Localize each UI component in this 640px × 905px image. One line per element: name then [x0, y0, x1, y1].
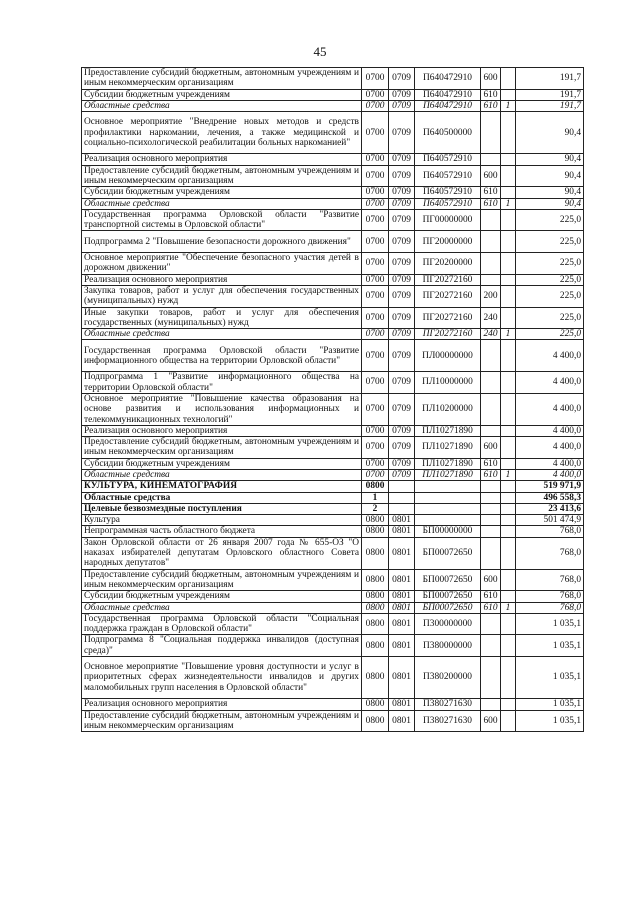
- table-row: [82, 425, 584, 436]
- table-row: [82, 613, 584, 635]
- section-code: 0800: [362, 602, 389, 613]
- expense-type-code: [481, 699, 501, 710]
- funding-source-code: [501, 537, 516, 569]
- target-article-code: ПЛ10200000: [415, 393, 481, 425]
- funding-source-code: [501, 165, 516, 187]
- subsection-code: 0801: [389, 526, 415, 537]
- table-row: [82, 100, 584, 111]
- section-code: 2: [362, 503, 389, 514]
- amount: 191,7: [516, 68, 584, 90]
- table-row: [82, 657, 584, 699]
- row-name: Подпрограмма 8 "Социальная поддержка инвалидов (доступная среда)": [82, 635, 362, 657]
- subsection-code: [389, 492, 415, 503]
- target-article-code: ПЛ10271890: [415, 437, 481, 459]
- amount: 90,4: [516, 165, 584, 187]
- amount: 90,4: [516, 154, 584, 165]
- table-row: [82, 89, 584, 100]
- section-code: 0700: [362, 469, 389, 480]
- subsection-code: 0801: [389, 635, 415, 657]
- funding-source-code: [501, 458, 516, 469]
- expense-type-code: 240: [481, 329, 501, 340]
- amount: 4 400,0: [516, 393, 584, 425]
- amount: 768,0: [516, 526, 584, 537]
- funding-source-code: [501, 112, 516, 154]
- expense-type-code: [481, 340, 501, 372]
- subsection-code: 0709: [389, 112, 415, 154]
- expense-type-code: [481, 154, 501, 165]
- section-code: 0700: [362, 425, 389, 436]
- amount: 4 400,0: [516, 340, 584, 372]
- funding-source-code: 1: [501, 198, 516, 209]
- table-row: [82, 285, 584, 307]
- funding-source-code: [501, 425, 516, 436]
- subsection-code: 0801: [389, 657, 415, 699]
- table-row: [82, 699, 584, 710]
- row-name: Основное мероприятие "Внедрение новых методов и средств профилактики наркомании, лечения, а также медицинской и социально-психологической реабилитации больных наркоманией": [82, 112, 362, 154]
- section-code: 0800: [362, 526, 389, 537]
- section-code: 0800: [362, 537, 389, 569]
- row-name: Государственная программа Орловской области "Социальная поддержка граждан в Орловской области": [82, 613, 362, 635]
- target-article-code: [415, 481, 481, 492]
- row-name: Субсидии бюджетным учреждениям: [82, 89, 362, 100]
- table-row: [82, 526, 584, 537]
- expense-type-code: [481, 209, 501, 231]
- target-article-code: П640472910: [415, 68, 481, 90]
- amount: 23 413,6: [516, 503, 584, 514]
- target-article-code: П380271630: [415, 710, 481, 732]
- amount: 1 035,1: [516, 710, 584, 732]
- expense-type-code: [481, 526, 501, 537]
- target-article-code: БП00000000: [415, 526, 481, 537]
- amount: 90,4: [516, 187, 584, 198]
- row-name: Реализация основного мероприятия: [82, 274, 362, 285]
- subsection-code: 0801: [389, 537, 415, 569]
- expense-type-code: [481, 112, 501, 154]
- row-name: Целевые безвозмездные поступления: [82, 503, 362, 514]
- amount: 4 400,0: [516, 469, 584, 480]
- funding-source-code: [501, 526, 516, 537]
- row-name: Областные средства: [82, 492, 362, 503]
- table-row: [82, 492, 584, 503]
- target-article-code: П300000000: [415, 613, 481, 635]
- row-name: Областные средства: [82, 329, 362, 340]
- amount: 768,0: [516, 602, 584, 613]
- row-name: Предоставление субсидий бюджетным, автономным учреждениям и иным некоммерческим организациям: [82, 165, 362, 187]
- target-article-code: ПЛ00000000: [415, 340, 481, 372]
- funding-source-code: [501, 515, 516, 526]
- table-row: [82, 231, 584, 253]
- table-row: [82, 437, 584, 459]
- target-article-code: ПЛ10271890: [415, 469, 481, 480]
- section-code: 0700: [362, 458, 389, 469]
- amount: 225,0: [516, 209, 584, 231]
- funding-source-code: [501, 372, 516, 394]
- table-row: [82, 602, 584, 613]
- target-article-code: П640500000: [415, 112, 481, 154]
- funding-source-code: [501, 154, 516, 165]
- table-row: [82, 569, 584, 591]
- funding-source-code: [501, 437, 516, 459]
- target-article-code: ПЛ10000000: [415, 372, 481, 394]
- table-row: [82, 503, 584, 514]
- funding-source-code: 1: [501, 469, 516, 480]
- row-name: Субсидии бюджетным учреждениям: [82, 458, 362, 469]
- target-article-code: ПГ20272160: [415, 329, 481, 340]
- table-row: [82, 469, 584, 480]
- row-name: Реализация основного мероприятия: [82, 154, 362, 165]
- target-article-code: ПГ20272160: [415, 285, 481, 307]
- target-article-code: ПЛ10271890: [415, 425, 481, 436]
- table-row: [82, 591, 584, 602]
- amount: 225,0: [516, 285, 584, 307]
- section-code: 0700: [362, 198, 389, 209]
- table-row: [82, 187, 584, 198]
- funding-source-code: [501, 699, 516, 710]
- amount: 225,0: [516, 253, 584, 275]
- expense-type-code: 610: [481, 602, 501, 613]
- amount: 225,0: [516, 274, 584, 285]
- target-article-code: ПГ20200000: [415, 253, 481, 275]
- row-name: Областные средства: [82, 602, 362, 613]
- subsection-code: 0709: [389, 89, 415, 100]
- subsection-code: 0709: [389, 100, 415, 111]
- section-code: 0700: [362, 329, 389, 340]
- target-article-code: ПГ00000000: [415, 209, 481, 231]
- row-name: Непрограммная часть областного бюджета: [82, 526, 362, 537]
- subsection-code: 0709: [389, 68, 415, 90]
- expense-type-code: [481, 231, 501, 253]
- subsection-code: 0801: [389, 710, 415, 732]
- target-article-code: П640572910: [415, 154, 481, 165]
- section-code: 0700: [362, 372, 389, 394]
- row-name: Основное мероприятие "Повышение качества образования на основе развития и использования информационных и телекоммуникационных технологий": [82, 393, 362, 425]
- section-code: 0700: [362, 209, 389, 231]
- row-name: Закупка товаров, работ и услуг для обеспечения государственных (муниципальных) нужд: [82, 285, 362, 307]
- expense-type-code: 610: [481, 100, 501, 111]
- amount: 768,0: [516, 591, 584, 602]
- amount: 90,4: [516, 112, 584, 154]
- subsection-code: [389, 503, 415, 514]
- target-article-code: [415, 492, 481, 503]
- section-code: 0700: [362, 393, 389, 425]
- amount: 519 971,9: [516, 481, 584, 492]
- funding-source-code: [501, 231, 516, 253]
- table-row: [82, 198, 584, 209]
- funding-source-code: [501, 613, 516, 635]
- amount: 768,0: [516, 569, 584, 591]
- row-name: Субсидии бюджетным учреждениям: [82, 591, 362, 602]
- row-name: Культура: [82, 515, 362, 526]
- funding-source-code: 1: [501, 602, 516, 613]
- target-article-code: ПГ20000000: [415, 231, 481, 253]
- table-row: [82, 393, 584, 425]
- row-name: Субсидии бюджетным учреждениям: [82, 187, 362, 198]
- expense-type-code: [481, 537, 501, 569]
- funding-source-code: [501, 591, 516, 602]
- expense-type-code: [481, 481, 501, 492]
- subsection-code: 0709: [389, 154, 415, 165]
- subsection-code: 0709: [389, 458, 415, 469]
- section-code: 0700: [362, 285, 389, 307]
- expense-type-code: 600: [481, 569, 501, 591]
- target-article-code: ПГ20272160: [415, 307, 481, 329]
- target-article-code: П640572910: [415, 187, 481, 198]
- section-code: 0700: [362, 187, 389, 198]
- subsection-code: 0709: [389, 307, 415, 329]
- row-name: Государственная программа Орловской области "Развитие транспортной системы в Орловской области": [82, 209, 362, 231]
- amount: 225,0: [516, 307, 584, 329]
- section-code: 0700: [362, 340, 389, 372]
- target-article-code: БП00072650: [415, 537, 481, 569]
- funding-source-code: 1: [501, 329, 516, 340]
- row-name: Предоставление субсидий бюджетным, автономным учреждениям и иным некоммерческим организациям: [82, 437, 362, 459]
- row-name: Закон Орловской области от 26 января 2007 года № 655-ОЗ "О наказах избирателей депутатам Орловского областного Совета народных депутатов": [82, 537, 362, 569]
- subsection-code: 0801: [389, 613, 415, 635]
- row-name: Областные средства: [82, 100, 362, 111]
- row-name: Основное мероприятие "Повышение уровня доступности и услуг в приоритетных сферах жизнедеятельности инвалидов и других маломобильных групп населения в Орловской области": [82, 657, 362, 699]
- expense-type-code: [481, 515, 501, 526]
- page-number: 45: [313, 44, 327, 59]
- section-code: 0800: [362, 613, 389, 635]
- expense-type-code: 240: [481, 307, 501, 329]
- expense-type-code: [481, 372, 501, 394]
- amount: 90,4: [516, 198, 584, 209]
- table-row: [82, 209, 584, 231]
- row-name: Областные средства: [82, 198, 362, 209]
- amount: 1 035,1: [516, 613, 584, 635]
- funding-source-code: [501, 68, 516, 90]
- funding-source-code: [501, 503, 516, 514]
- funding-source-code: [501, 274, 516, 285]
- amount: 768,0: [516, 537, 584, 569]
- section-code: 0700: [362, 437, 389, 459]
- expense-type-code: 610: [481, 469, 501, 480]
- row-name: Предоставление субсидий бюджетным, автономным учреждениям и иным некоммерческим организациям: [82, 68, 362, 90]
- expense-type-code: [481, 274, 501, 285]
- section-code: 0700: [362, 307, 389, 329]
- section-code: 1: [362, 492, 389, 503]
- expense-type-code: 610: [481, 591, 501, 602]
- amount: 496 558,3: [516, 492, 584, 503]
- section-code: 0800: [362, 515, 389, 526]
- row-name: Основное мероприятие "Обеспечение безопасного участия детей в дорожном движении": [82, 253, 362, 275]
- subsection-code: 0709: [389, 165, 415, 187]
- subsection-code: 0709: [389, 425, 415, 436]
- target-article-code: БП00072650: [415, 591, 481, 602]
- expense-type-code: [481, 657, 501, 699]
- amount: 4 400,0: [516, 372, 584, 394]
- subsection-code: 0801: [389, 569, 415, 591]
- expense-type-code: [481, 393, 501, 425]
- target-article-code: [415, 515, 481, 526]
- expense-type-code: [481, 613, 501, 635]
- row-name: Реализация основного мероприятия: [82, 699, 362, 710]
- table-row: [82, 165, 584, 187]
- table-row: [82, 635, 584, 657]
- table-row: [82, 307, 584, 329]
- funding-source-code: [501, 209, 516, 231]
- section-code: 0700: [362, 68, 389, 90]
- section-code: 0700: [362, 274, 389, 285]
- table-row: [82, 537, 584, 569]
- section-code: 0800: [362, 635, 389, 657]
- expense-type-code: 610: [481, 187, 501, 198]
- subsection-code: 0709: [389, 274, 415, 285]
- subsection-code: 0709: [389, 329, 415, 340]
- target-article-code: П380200000: [415, 657, 481, 699]
- funding-source-code: [501, 285, 516, 307]
- expense-type-code: 610: [481, 89, 501, 100]
- amount: 1 035,1: [516, 699, 584, 710]
- funding-source-code: [501, 253, 516, 275]
- subsection-code: 0801: [389, 591, 415, 602]
- table-row: [82, 274, 584, 285]
- expense-type-code: [481, 503, 501, 514]
- subsection-code: 0801: [389, 602, 415, 613]
- table-row: [82, 372, 584, 394]
- target-article-code: [415, 503, 481, 514]
- section-code: 0700: [362, 154, 389, 165]
- funding-source-code: [501, 710, 516, 732]
- target-article-code: П640472910: [415, 89, 481, 100]
- section-code: 0800: [362, 710, 389, 732]
- table-row: [82, 458, 584, 469]
- target-article-code: П640472910: [415, 100, 481, 111]
- subsection-code: 0709: [389, 253, 415, 275]
- expense-type-code: [481, 635, 501, 657]
- section-code: 0700: [362, 100, 389, 111]
- table-row: [82, 710, 584, 732]
- amount: 191,7: [516, 89, 584, 100]
- amount: 501 474,9: [516, 515, 584, 526]
- row-name: Областные средства: [82, 469, 362, 480]
- amount: 225,0: [516, 231, 584, 253]
- funding-source-code: [501, 340, 516, 372]
- row-name: КУЛЬТУРА, КИНЕМАТОГРАФИЯ: [82, 481, 362, 492]
- amount: 4 400,0: [516, 425, 584, 436]
- funding-source-code: [501, 393, 516, 425]
- funding-source-code: [501, 657, 516, 699]
- table-row: [82, 340, 584, 372]
- amount: 1 035,1: [516, 635, 584, 657]
- subsection-code: 0709: [389, 372, 415, 394]
- section-code: 0700: [362, 165, 389, 187]
- expense-type-code: [481, 425, 501, 436]
- target-article-code: П640572910: [415, 198, 481, 209]
- expense-type-code: 610: [481, 458, 501, 469]
- subsection-code: 0709: [389, 198, 415, 209]
- target-article-code: ПГ20272160: [415, 274, 481, 285]
- target-article-code: П640572910: [415, 165, 481, 187]
- section-code: 0800: [362, 657, 389, 699]
- budget-table: [81, 67, 584, 732]
- row-name: Государственная программа Орловской области "Развитие информационного общества на территории Орловской области": [82, 340, 362, 372]
- target-article-code: П380271630: [415, 699, 481, 710]
- table-row: [82, 329, 584, 340]
- section-code: 0700: [362, 89, 389, 100]
- section-code: 0700: [362, 231, 389, 253]
- subsection-code: 0709: [389, 285, 415, 307]
- section-code: 0800: [362, 699, 389, 710]
- funding-source-code: [501, 187, 516, 198]
- budget-table-body: [82, 68, 584, 732]
- table-row: [82, 154, 584, 165]
- target-article-code: БП00072650: [415, 569, 481, 591]
- table-row: [82, 481, 584, 492]
- amount: 225,0: [516, 329, 584, 340]
- expense-type-code: 600: [481, 710, 501, 732]
- row-name: Реализация основного мероприятия: [82, 425, 362, 436]
- row-name: Предоставление субсидий бюджетным, автономным учреждениям и иным некоммерческим организациям: [82, 569, 362, 591]
- funding-source-code: [501, 635, 516, 657]
- expense-type-code: 600: [481, 437, 501, 459]
- amount: 191,7: [516, 100, 584, 111]
- table-row: [82, 112, 584, 154]
- table-row: [82, 68, 584, 90]
- amount: 4 400,0: [516, 458, 584, 469]
- expense-type-code: 610: [481, 198, 501, 209]
- subsection-code: [389, 481, 415, 492]
- section-code: 0700: [362, 253, 389, 275]
- expense-type-code: [481, 253, 501, 275]
- subsection-code: 0709: [389, 231, 415, 253]
- section-code: 0800: [362, 569, 389, 591]
- funding-source-code: [501, 492, 516, 503]
- subsection-code: 0709: [389, 340, 415, 372]
- funding-source-code: [501, 481, 516, 492]
- section-code: 0800: [362, 591, 389, 602]
- section-code: 0800: [362, 481, 389, 492]
- section-code: 0700: [362, 112, 389, 154]
- target-article-code: П380000000: [415, 635, 481, 657]
- row-name: Иные закупки товаров, работ и услуг для обеспечения государственных (муниципальных) нужд: [82, 307, 362, 329]
- funding-source-code: 1: [501, 100, 516, 111]
- row-name: Подпрограмма 1 "Развитие информационного общества на территории Орловской области": [82, 372, 362, 394]
- funding-source-code: [501, 307, 516, 329]
- subsection-code: 0709: [389, 437, 415, 459]
- subsection-code: 0801: [389, 515, 415, 526]
- target-article-code: БП00072650: [415, 602, 481, 613]
- subsection-code: 0709: [389, 469, 415, 480]
- expense-type-code: 200: [481, 285, 501, 307]
- expense-type-code: 600: [481, 68, 501, 90]
- subsection-code: 0801: [389, 699, 415, 710]
- subsection-code: 0709: [389, 393, 415, 425]
- amount: 4 400,0: [516, 437, 584, 459]
- table-row: [82, 515, 584, 526]
- subsection-code: 0709: [389, 187, 415, 198]
- expense-type-code: 600: [481, 165, 501, 187]
- amount: 1 035,1: [516, 657, 584, 699]
- subsection-code: 0709: [389, 209, 415, 231]
- row-name: Предоставление субсидий бюджетным, автономным учреждениям и иным некоммерческим организациям: [82, 710, 362, 732]
- row-name: Подпрограмма 2 "Повышение безопасности дорожного движения": [82, 231, 362, 253]
- funding-source-code: [501, 569, 516, 591]
- table-row: [82, 253, 584, 275]
- funding-source-code: [501, 89, 516, 100]
- target-article-code: ПЛ10271890: [415, 458, 481, 469]
- expense-type-code: [481, 492, 501, 503]
